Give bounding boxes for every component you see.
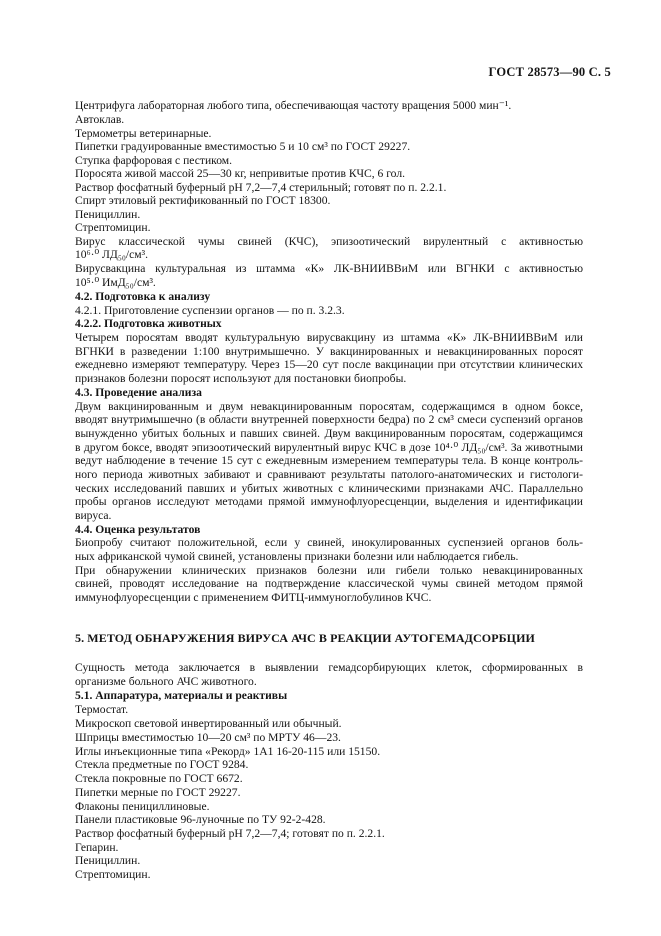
- text-line: При обнаружении клинических признаков болезни или гибели только невакцинированных: [75, 564, 583, 577]
- text-line: Биопробу считают положительной, если у свиней, инокулированных суспензией органов боль-: [75, 536, 583, 549]
- text-line: Пипетки градуированные вместимостью 5 и 10 см³ по ГОСТ 29227.: [75, 140, 411, 153]
- subsection-heading: 4.3. Проведение анализа: [75, 386, 202, 399]
- text-line: Термостат.: [75, 703, 129, 716]
- text-line: Панели пластиковые 96-луночные по ТУ 92-2-428.: [75, 813, 326, 826]
- text-line: 4.2.1. Приготовление суспензии органов — по п. 3.2.3.: [75, 304, 345, 317]
- text-line: Автоклав.: [75, 113, 125, 126]
- text-line: Пенициллин.: [75, 854, 141, 867]
- page-header: ГОСТ 28573—90 С. 5: [488, 65, 611, 79]
- text-line: Стрептомицин.: [75, 868, 151, 881]
- subsection-heading: 4.4. Оценка результатов: [75, 523, 201, 536]
- text-line: Стрептомицин.: [75, 221, 151, 234]
- text-line: признаков болезни поросят используют для постановки биопробы.: [75, 372, 407, 385]
- text-line: ежедневно измеряют температуру. Через 15—20 сут после вакцинации при отсутствии клинических: [75, 358, 583, 371]
- text-line: ВГНКИ в разведении 1:100 внутримышечно. У вакцинированных и невакцинированных поросят: [75, 345, 583, 358]
- text-line: ных африканской чумой свиней, установлены признаки болезни или наблюдается гибель.: [75, 550, 519, 563]
- text-line: Центрифуга лабораторная любого типа, обеспечивающая частоту вращения 5000 мин⁻¹.: [75, 99, 512, 112]
- text-line: Иглы инъекционные типа «Рекорд» 1А1 16-20-115 или 15150.: [75, 745, 381, 758]
- text-line: Микроскоп световой инвертированный или обычный.: [75, 717, 342, 730]
- text-line: Четырем поросятам вводят культуральную вирусвакцину из штамма «К» ЛК-ВНИИВВиМ или: [75, 331, 583, 344]
- section-heading: 5. МЕТОД ОБНАРУЖЕНИЯ ВИРУСА АЧС В РЕАКЦИИ АУТОГЕМАДСОРБЦИИ: [75, 631, 535, 645]
- text-line: Вирусвакцина культуральная из штамма «К» ЛК-ВНИИВВиМ или ВГНКИ с активностью: [75, 262, 583, 275]
- text-line: иммунофлуоресценции с применением ФИТЦ-иммуноглобулинов КЧС.: [75, 591, 432, 604]
- text-line: Флаконы пенициллиновые.: [75, 800, 210, 813]
- text-line: вируса.: [75, 509, 112, 522]
- text-line: организме больного АЧС животного.: [75, 675, 257, 688]
- text-line: 10⁶·⁰ ЛД₅₀/см³.: [75, 248, 148, 261]
- text-line: Стекла предметные по ГОСТ 9284.: [75, 758, 249, 771]
- text-line: пробы органов исследуют методами прямой иммунофлуоресценции, выделения и идентификации: [75, 495, 583, 508]
- text-line: ческих исследований павших и убитых животных с клиническими признаками АЧС. Параллельно: [75, 482, 583, 495]
- text-line: в другом боксе, вводят эпизоотический вирулентный вирус КЧС в дозе 10⁴·⁰ ЛД₅₀/см³. За животными: [75, 441, 583, 454]
- text-line: Шприцы вместимостью 10—20 см³ по МРТУ 46—23.: [75, 731, 341, 744]
- text-line: Раствор фосфатный буферный рН 7,2—7,4; готовят по п. 2.2.1.: [75, 827, 385, 840]
- text-line: Раствор фосфатный буферный рН 7,2—7,4 стерильный; готовят по п. 2.2.1.: [75, 181, 447, 194]
- subsection-heading: 4.2. Подготовка к анализу: [75, 290, 211, 303]
- text-line: ведут наблюдение в течение 15 сут с ежедневным измерением температуры тела. В конце контроль-: [75, 454, 583, 467]
- text-line: вводят внутримышечно (в области внутренней поверхности бедра) по 2 см³ смеси суспензий органов: [75, 413, 583, 426]
- text-line: вынужденно убитых больных и павших свиней. Двум вакцинированным поросятам, содержащимся: [75, 427, 583, 440]
- text-line: Спирт этиловый ректификованный по ГОСТ 18300.: [75, 194, 331, 207]
- text-line: ного периода животных забивают и сравнивают результаты патолого-анатомических и гистологи-: [75, 468, 583, 481]
- text-line: 10⁵·⁰ ИмД₅₀/см³.: [75, 276, 156, 289]
- text-line: Двум вакцинированным и двум невакцинированным поросятам, содержащимся в одном боксе,: [75, 400, 583, 413]
- subsection-heading: 5.1. Аппаратура, материалы и реактивы: [75, 689, 288, 702]
- text-line: Термометры ветеринарные.: [75, 127, 212, 140]
- text-line: Пипетки мерные по ГОСТ 29227.: [75, 786, 241, 799]
- text-line: свиней, проводят исследование на подтверждение классической чумы свиней методом прямой: [75, 577, 583, 590]
- text-line: Пенициллин.: [75, 208, 141, 221]
- text-line: Стекла покровные по ГОСТ 6672.: [75, 772, 243, 785]
- text-line: Ступка фарфоровая с пестиком.: [75, 154, 233, 167]
- subsection-heading: 4.2.2. Подготовка животных: [75, 317, 222, 330]
- text-line: Поросята живой массой 25—30 кг, непривитые против КЧС, 6 гол.: [75, 167, 406, 180]
- text-line: Вирус классической чумы свиней (КЧС), эпизоотический вирулентный с активностью: [75, 235, 583, 248]
- text-line: Сущность метода заключается в выявлении гемадсорбирующих клеток, сформированных в: [75, 661, 583, 674]
- text-line: Гепарин.: [75, 841, 119, 854]
